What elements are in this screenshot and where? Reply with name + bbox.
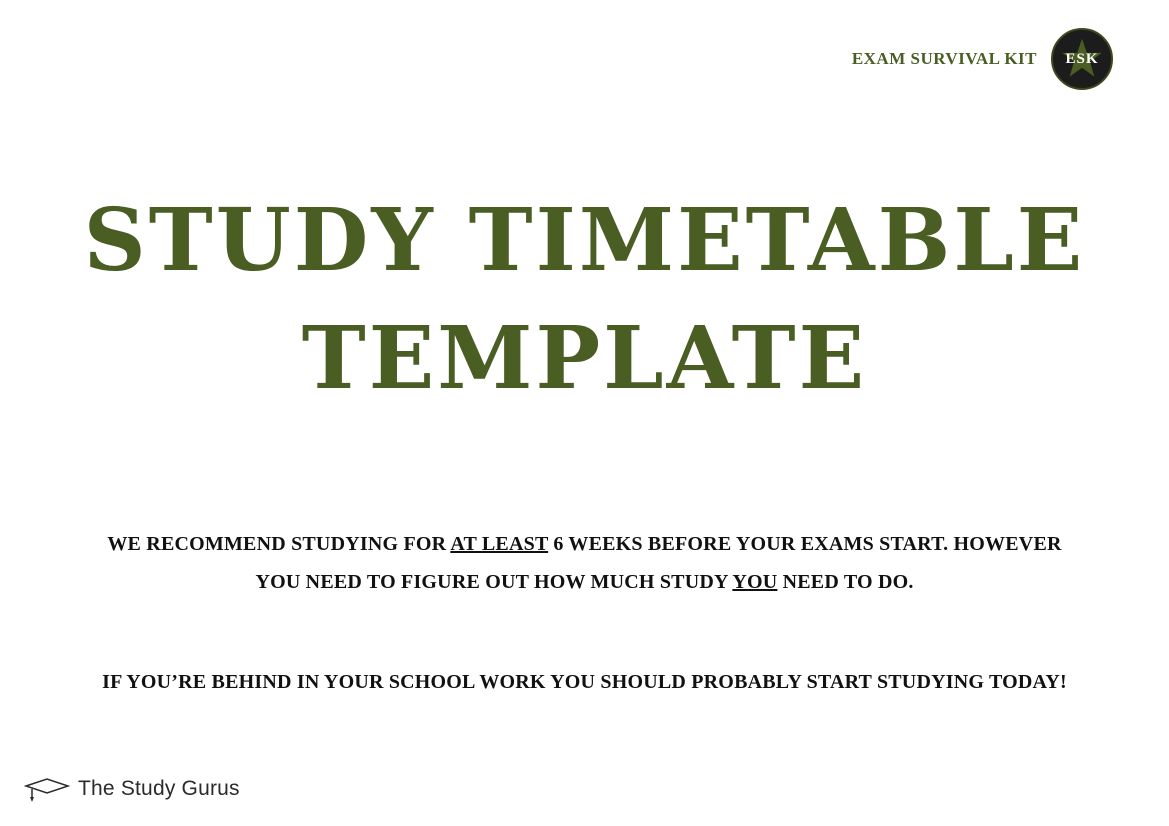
paragraph-behind-warning: IF YOU’RE BEHIND IN YOUR SCHOOL WORK YOU SHOULD PROBABLY START STUDYING TODAY! [102, 671, 1067, 693]
para1-part2: 6 WEEKS BEFORE YOUR EXAMS START. HOWEVER YOU NEED TO FIGURE OUT HOW MUCH STUDY [255, 533, 1062, 593]
body-copy [96, 505, 1073, 721]
para1-part1: WE RECOMMEND STUDYING FOR [107, 533, 451, 555]
esk-badge [1051, 28, 1113, 90]
graduation-cap-icon [24, 774, 70, 804]
brand-header [852, 28, 1113, 90]
brand-title: EXAM SURVIVAL KIT [851, 49, 1037, 68]
para1-emphasis-at-least: AT LEAST [450, 533, 549, 555]
title-line-2: TEMPLATE [301, 308, 868, 409]
para1-part3: NEED TO DO. [777, 571, 914, 593]
footer-logo-text: The Study Gurus [78, 777, 240, 800]
para1-emphasis-you: YOU [732, 571, 778, 593]
footer-logo [24, 774, 240, 804]
page-title [0, 182, 1169, 418]
esk-badge-label: ESK [1065, 50, 1099, 67]
paragraph-recommendation [96, 525, 1073, 601]
title-line-1: STUDY TIMETABLE [83, 190, 1086, 291]
